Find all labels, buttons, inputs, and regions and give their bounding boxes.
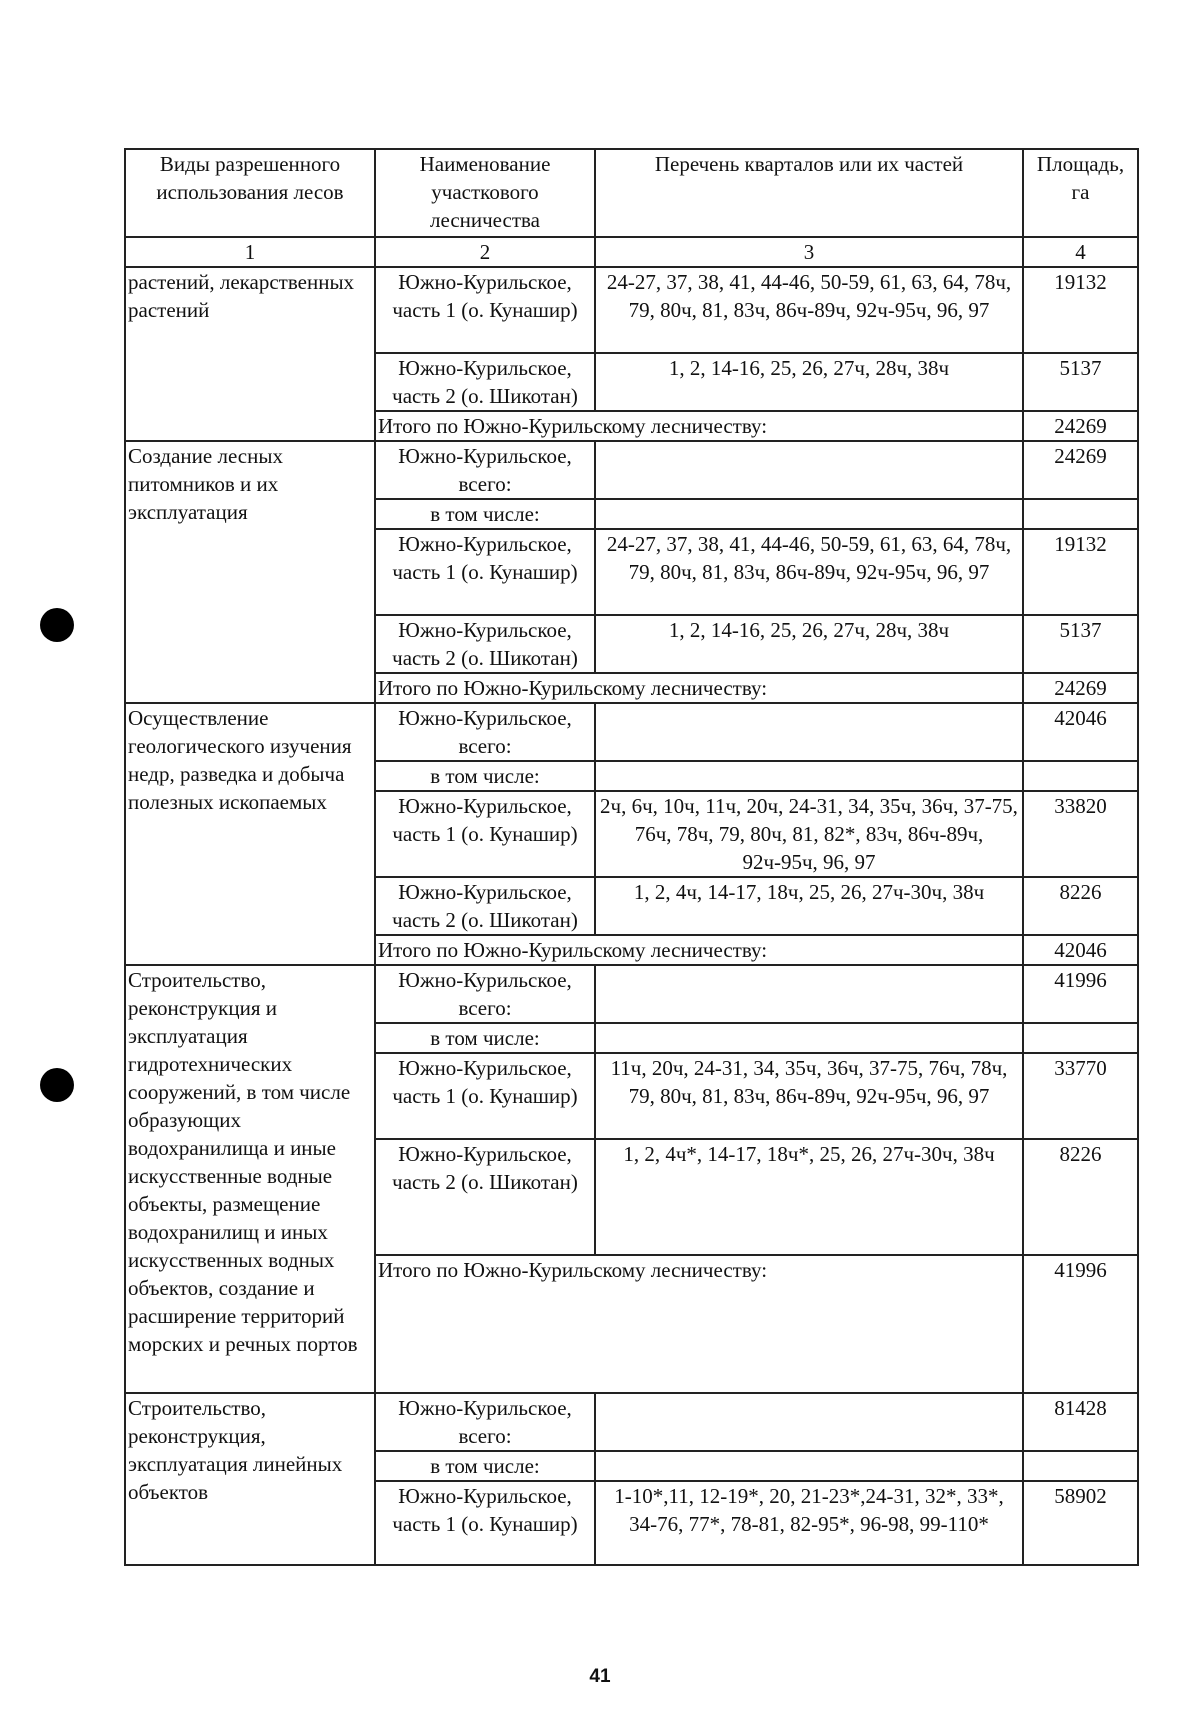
quarters-cell: 1, 2, 4ч, 14-17, 18ч, 25, 26, 27ч-30ч, 38ч bbox=[595, 877, 1023, 935]
forestry-cell: Южно-Курильское, часть 1 (о. Кунашир) bbox=[375, 529, 595, 615]
use-type-cell: растений, лекарственных растений bbox=[125, 267, 375, 441]
area-cell: 41996 bbox=[1023, 965, 1138, 1023]
area-cell: 8226 bbox=[1023, 877, 1138, 935]
empty-cell bbox=[595, 1451, 1023, 1481]
column-number: 4 bbox=[1023, 237, 1138, 267]
use-type-cell: Осуществление геологического изучения недр, разведка и добыча полезных ископаемых bbox=[125, 703, 375, 965]
total-label: Итого по Южно-Курильскому лесничеству: bbox=[375, 935, 1023, 965]
total-label: Итого по Южно-Курильскому лесничеству: bbox=[375, 673, 1023, 703]
total-area: 41996 bbox=[1023, 1255, 1138, 1393]
use-type-cell: Строительство, реконструкция, эксплуатация линейных объектов bbox=[125, 1393, 375, 1565]
column-number: 1 bbox=[125, 237, 375, 267]
area-cell: 24269 bbox=[1023, 441, 1138, 499]
column-number: 3 bbox=[595, 237, 1023, 267]
quarters-cell: 24-27, 37, 38, 41, 44-46, 50-59, 61, 63, 64, 78ч, 79, 80ч, 81, 83ч, 86ч-89ч, 92ч-95ч, 96, 97 bbox=[595, 267, 1023, 353]
quarters-cell: 1, 2, 4ч*, 14-17, 18ч*, 25, 26, 27ч-30ч, 38ч bbox=[595, 1139, 1023, 1255]
forestry-cell: Южно-Курильское, часть 1 (о. Кунашир) bbox=[375, 1053, 595, 1139]
punch-hole-mark bbox=[40, 608, 74, 642]
quarters-cell bbox=[595, 441, 1023, 499]
including-label: в том числе: bbox=[375, 1451, 595, 1481]
including-label: в том числе: bbox=[375, 761, 595, 791]
area-cell: 42046 bbox=[1023, 703, 1138, 761]
quarters-cell bbox=[595, 965, 1023, 1023]
column-number: 2 bbox=[375, 237, 595, 267]
forestry-cell: Южно-Курильское, всего: bbox=[375, 965, 595, 1023]
empty-cell bbox=[595, 1023, 1023, 1053]
table-row bbox=[125, 441, 1138, 499]
quarters-cell: 24-27, 37, 38, 41, 44-46, 50-59, 61, 63, 64, 78ч, 79, 80ч, 81, 83ч, 86ч-89ч, 92ч-95ч, 96, 97 bbox=[595, 529, 1023, 615]
area-cell: 8226 bbox=[1023, 1139, 1138, 1255]
quarters-cell: 2ч, 6ч, 10ч, 11ч, 20ч, 24-31, 34, 35ч, 36ч, 37-75, 76ч, 78ч, 79, 80ч, 81, 82*, 83ч, 86ч-89ч, 92ч-95ч, 96, 97 bbox=[595, 791, 1023, 877]
total-area: 24269 bbox=[1023, 673, 1138, 703]
table-row bbox=[125, 703, 1138, 761]
total-area: 42046 bbox=[1023, 935, 1138, 965]
forestry-cell: Южно-Курильское, часть 2 (о. Шикотан) bbox=[375, 877, 595, 935]
including-label: в том числе: bbox=[375, 1023, 595, 1053]
quarters-cell bbox=[595, 1393, 1023, 1451]
empty-cell bbox=[595, 761, 1023, 791]
area-cell: 5137 bbox=[1023, 353, 1138, 411]
header-forestry: Наименование участкового лесничества bbox=[375, 149, 595, 237]
table-row bbox=[125, 1393, 1138, 1451]
use-type-cell: Создание лесных питомников и их эксплуатация bbox=[125, 441, 375, 703]
area-cell: 33770 bbox=[1023, 1053, 1138, 1139]
table-header-row bbox=[125, 149, 1138, 237]
forestry-cell: Южно-Курильское, часть 1 (о. Кунашир) bbox=[375, 791, 595, 877]
header-area: Площадь, га bbox=[1023, 149, 1138, 237]
use-type-cell: Строительство, реконструкция и эксплуатация гидротехнических сооружений, в том числе образующих водохранилища и иные искусственные водные объекты, размещение водохранилищ и иных искусственных водных объектов, создание и расширение территорий морских и речных портов bbox=[125, 965, 375, 1393]
forestry-cell: Южно-Курильское, часть 1 (о. Кунашир) bbox=[375, 1481, 595, 1565]
page-number: 41 bbox=[589, 1666, 611, 1687]
forestry-cell: Южно-Курильское, всего: bbox=[375, 1393, 595, 1451]
forestry-cell: Южно-Курильское, часть 2 (о. Шикотан) bbox=[375, 615, 595, 673]
quarters-cell: 11ч, 20ч, 24-31, 34, 35ч, 36ч, 37-75, 76ч, 78ч, 79, 80ч, 81, 83ч, 86ч-89ч, 92ч-95ч, 96, 97 bbox=[595, 1053, 1023, 1139]
area-cell: 19132 bbox=[1023, 529, 1138, 615]
total-label: Итого по Южно-Курильскому лесничеству: bbox=[375, 1255, 1023, 1393]
punch-hole-mark bbox=[40, 1068, 74, 1102]
total-label: Итого по Южно-Курильскому лесничеству: bbox=[375, 411, 1023, 441]
quarters-cell bbox=[595, 703, 1023, 761]
table-row bbox=[125, 965, 1138, 1023]
including-label: в том числе: bbox=[375, 499, 595, 529]
area-cell: 33820 bbox=[1023, 791, 1138, 877]
header-quarters: Перечень кварталов или их частей bbox=[595, 149, 1023, 237]
forest-use-table bbox=[124, 148, 1139, 1566]
area-cell: 81428 bbox=[1023, 1393, 1138, 1451]
quarters-cell: 1, 2, 14-16, 25, 26, 27ч, 28ч, 38ч bbox=[595, 353, 1023, 411]
empty-cell bbox=[1023, 499, 1138, 529]
table-row bbox=[125, 267, 1138, 353]
quarters-cell: 1-10*,11, 12-19*, 20, 21-23*,24-31, 32*, 33*, 34-76, 77*, 78-81, 82-95*, 96-98, 99-110* bbox=[595, 1481, 1023, 1565]
forestry-cell: Южно-Курильское, часть 2 (о. Шикотан) bbox=[375, 1139, 595, 1255]
empty-cell bbox=[1023, 1451, 1138, 1481]
header-use-type: Виды разрешенного использования лесов bbox=[125, 149, 375, 237]
empty-cell bbox=[1023, 1023, 1138, 1053]
area-cell: 5137 bbox=[1023, 615, 1138, 673]
column-number-row bbox=[125, 237, 1138, 267]
forestry-cell: Южно-Курильское, всего: bbox=[375, 703, 595, 761]
total-area: 24269 bbox=[1023, 411, 1138, 441]
empty-cell bbox=[1023, 761, 1138, 791]
quarters-cell: 1, 2, 14-16, 25, 26, 27ч, 28ч, 38ч bbox=[595, 615, 1023, 673]
forestry-cell: Южно-Курильское, всего: bbox=[375, 441, 595, 499]
forestry-cell: Южно-Курильское, часть 2 (о. Шикотан) bbox=[375, 353, 595, 411]
area-cell: 58902 bbox=[1023, 1481, 1138, 1565]
forestry-cell: Южно-Курильское, часть 1 (о. Кунашир) bbox=[375, 267, 595, 353]
area-cell: 19132 bbox=[1023, 267, 1138, 353]
empty-cell bbox=[595, 499, 1023, 529]
